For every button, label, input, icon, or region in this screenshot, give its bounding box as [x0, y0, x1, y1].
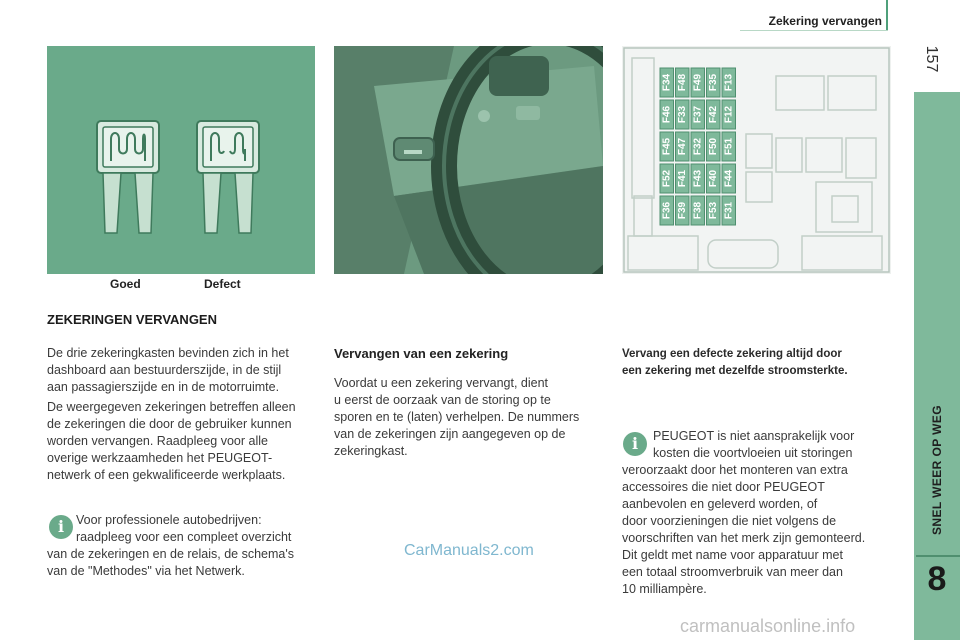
fuse-label: F40	[707, 169, 719, 188]
info-icon: i	[623, 432, 647, 456]
text-line: een zekering met dezelfde stroomsterkte.	[622, 365, 848, 377]
dashboard-figure	[334, 46, 603, 274]
text-line: Vervang een defecte zekering altijd door	[622, 348, 842, 360]
good-fuse-icon	[97, 121, 159, 233]
text-line: de zekeringen die door de gebruiker kunnen	[47, 417, 292, 431]
text-line: van de zekeringen en de relais, de schema's	[47, 547, 294, 561]
fuse-scope-paragraph	[47, 399, 322, 484]
fuse-label: F42	[707, 105, 719, 124]
side-tab-label: SNEL WEER OP WEG	[930, 405, 944, 535]
page-number: 157	[923, 45, 940, 73]
replace-fuse-paragraph	[334, 375, 609, 460]
text-line: aanbevolen en geleverd worden, of	[622, 497, 818, 511]
text-line: PEUGEOT is niet aansprakelijk voor	[653, 429, 855, 443]
text-line: dashboard aan bestuurderszijde, in de stijl	[47, 363, 282, 377]
text-line: voorschriften van het merk zijn gemonteerd.	[622, 531, 866, 545]
fuse-label: F44	[723, 169, 735, 188]
fuse-label: F33	[676, 105, 688, 124]
fuse-label: F43	[692, 169, 704, 188]
text-line: u eerst de oorzaak van de storing op te	[334, 393, 551, 407]
fuse-box-diagram	[622, 46, 891, 274]
fuse-box-illustration	[622, 46, 891, 274]
text-line: overige werkzaamheden het PEUGEOT-	[47, 451, 273, 465]
text-line: Voor professionele autobedrijven:	[76, 513, 262, 527]
text-line: De weergegeven zekeringen betreffen alleen	[47, 400, 296, 414]
watermark-carmanuals2: CarManuals2.com	[404, 542, 534, 559]
info-note-liability	[622, 428, 897, 598]
caption-good: Goed	[110, 277, 141, 291]
fuse-label: F41	[676, 169, 688, 188]
fuse-label: F13	[723, 73, 735, 92]
fuse-label: F46	[661, 105, 673, 124]
info-note-professionals	[47, 512, 327, 580]
fuse-label: F47	[676, 137, 688, 156]
fuse-label: F49	[692, 73, 704, 92]
text-line: accessoires die niet door PEUGEOT	[622, 480, 825, 494]
page-header-title: Zekering vervangen	[768, 14, 882, 28]
text-line: van de zekeringen zijn aangegeven op de	[334, 427, 566, 441]
watermark-carmanualsonline: carmanualsonline.info	[680, 616, 856, 636]
text-line: van de "Methodes" via het Netwerk.	[47, 564, 245, 578]
fuse-label: F52	[661, 169, 673, 188]
fuse-label: F39	[676, 201, 688, 220]
warning-note	[622, 346, 892, 380]
fuse-illustration	[47, 46, 315, 274]
fuse-label: F51	[723, 137, 735, 156]
subsection-title: Vervangen van een zekering	[334, 346, 509, 361]
fuse-label: F48	[676, 73, 688, 92]
fuse-label: F31	[723, 201, 735, 220]
fuse-label: F45	[661, 137, 673, 156]
fuse-label: F12	[723, 105, 735, 124]
section-title: ZEKERINGEN VERVANGEN	[47, 312, 217, 327]
text-line: raadpleeg voor een compleet overzicht	[76, 530, 292, 544]
header-accent-line	[886, 0, 888, 30]
text-line: Voordat u een zekering vervangt, dient	[334, 376, 549, 390]
info-icon: i	[49, 515, 73, 539]
text-line: veroorzaakt door het monteren van extra	[622, 463, 848, 477]
text-line: zekeringkast.	[334, 444, 408, 458]
side-tab-label-wrap	[914, 380, 960, 560]
fuse-label: F53	[707, 201, 719, 220]
fuse-label: F37	[692, 105, 704, 124]
fuse-label: F50	[707, 137, 719, 156]
fuse-label: F38	[692, 201, 704, 220]
text-line: Dit geldt met name voor apparatuur met	[622, 548, 843, 562]
fuse-comparison-figure	[47, 46, 315, 274]
text-line: De drie zekeringkasten bevinden zich in het	[47, 346, 289, 360]
text-line: sporen en te (laten) verhelpen. De nummers	[334, 410, 580, 424]
chapter-divider	[916, 555, 960, 557]
text-line: een totaal stroomverbruik van meer dan	[622, 565, 843, 579]
text-line: aan passagierszijde en in de motorruimte.	[47, 380, 280, 394]
text-line: door voorzieningen die niet volgens de	[622, 514, 837, 528]
intro-paragraph	[47, 345, 317, 396]
dashboard-illustration	[334, 46, 603, 274]
fuse-label: F34	[661, 73, 673, 92]
fuse-grid	[660, 68, 736, 225]
text-line: kosten die voortvloeien uit storingen	[653, 446, 853, 460]
header-divider	[740, 30, 888, 31]
text-line: netwerk of een gekwalificeerde werkplaats.	[47, 468, 286, 482]
fuse-label: F35	[707, 73, 719, 92]
chapter-number: 8	[927, 560, 947, 598]
fuse-label: F36	[661, 201, 673, 220]
text-line: 10 milliampère.	[622, 582, 707, 596]
fuse-label: F32	[692, 137, 704, 156]
text-line: worden vervangen. Raadpleeg voor alle	[47, 434, 268, 448]
caption-defect: Defect	[204, 277, 241, 291]
defect-fuse-icon	[197, 121, 259, 233]
